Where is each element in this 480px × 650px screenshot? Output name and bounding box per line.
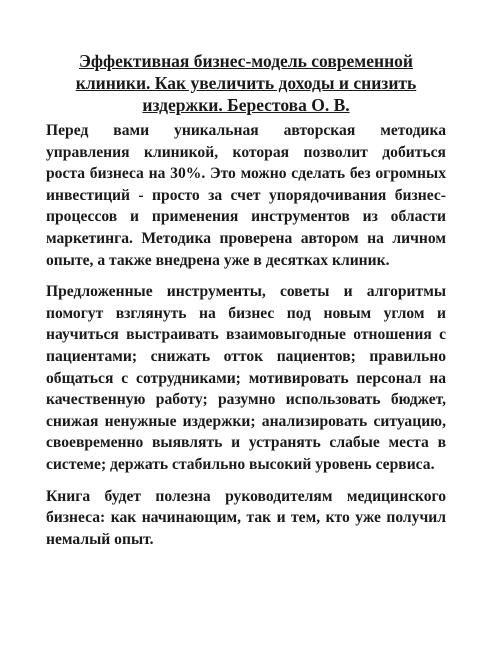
paragraph-tools: Предложенные инструменты, советы и алгоритмы помогут взглянуть на бизнес под новым углом и научиться выстраивать взаимовыгодные отношения с пациентами; снижать отток пациентов; правильно общаться с сотрудниками; мотивировать персонал на качественную работу; разумно использовать бюджет, снижая ненужные издержки; анализировать ситуацию, своевременно выявлять и устранять слабые места в системе; держать стабильно высокий уровень сервиса.: [46, 283, 446, 473]
paragraph-audience: Книга будет полезна руководителям медицинского бизнеса: как начинающим, так и тем, кто уже получил немалый опыт.: [46, 487, 446, 548]
document-page: [46, 50, 446, 560]
paragraph-intro: Перед вами уникальная авторская методика управления клиникой, которая позволит добиться роста бизнеса на 30%. Это можно сделать без огромных инвестиций - просто за счет упорядочивания бизнес-процессов и применения инструментов из области маркетинга. Методика проверена автором на личном опыте, а также внедрена уже в десятках клиник.: [46, 122, 446, 269]
document-title: Эффективная бизнес-модель современной клиники. Как увеличить доходы и снизить издержки. Берестова О. В.: [75, 51, 417, 115]
